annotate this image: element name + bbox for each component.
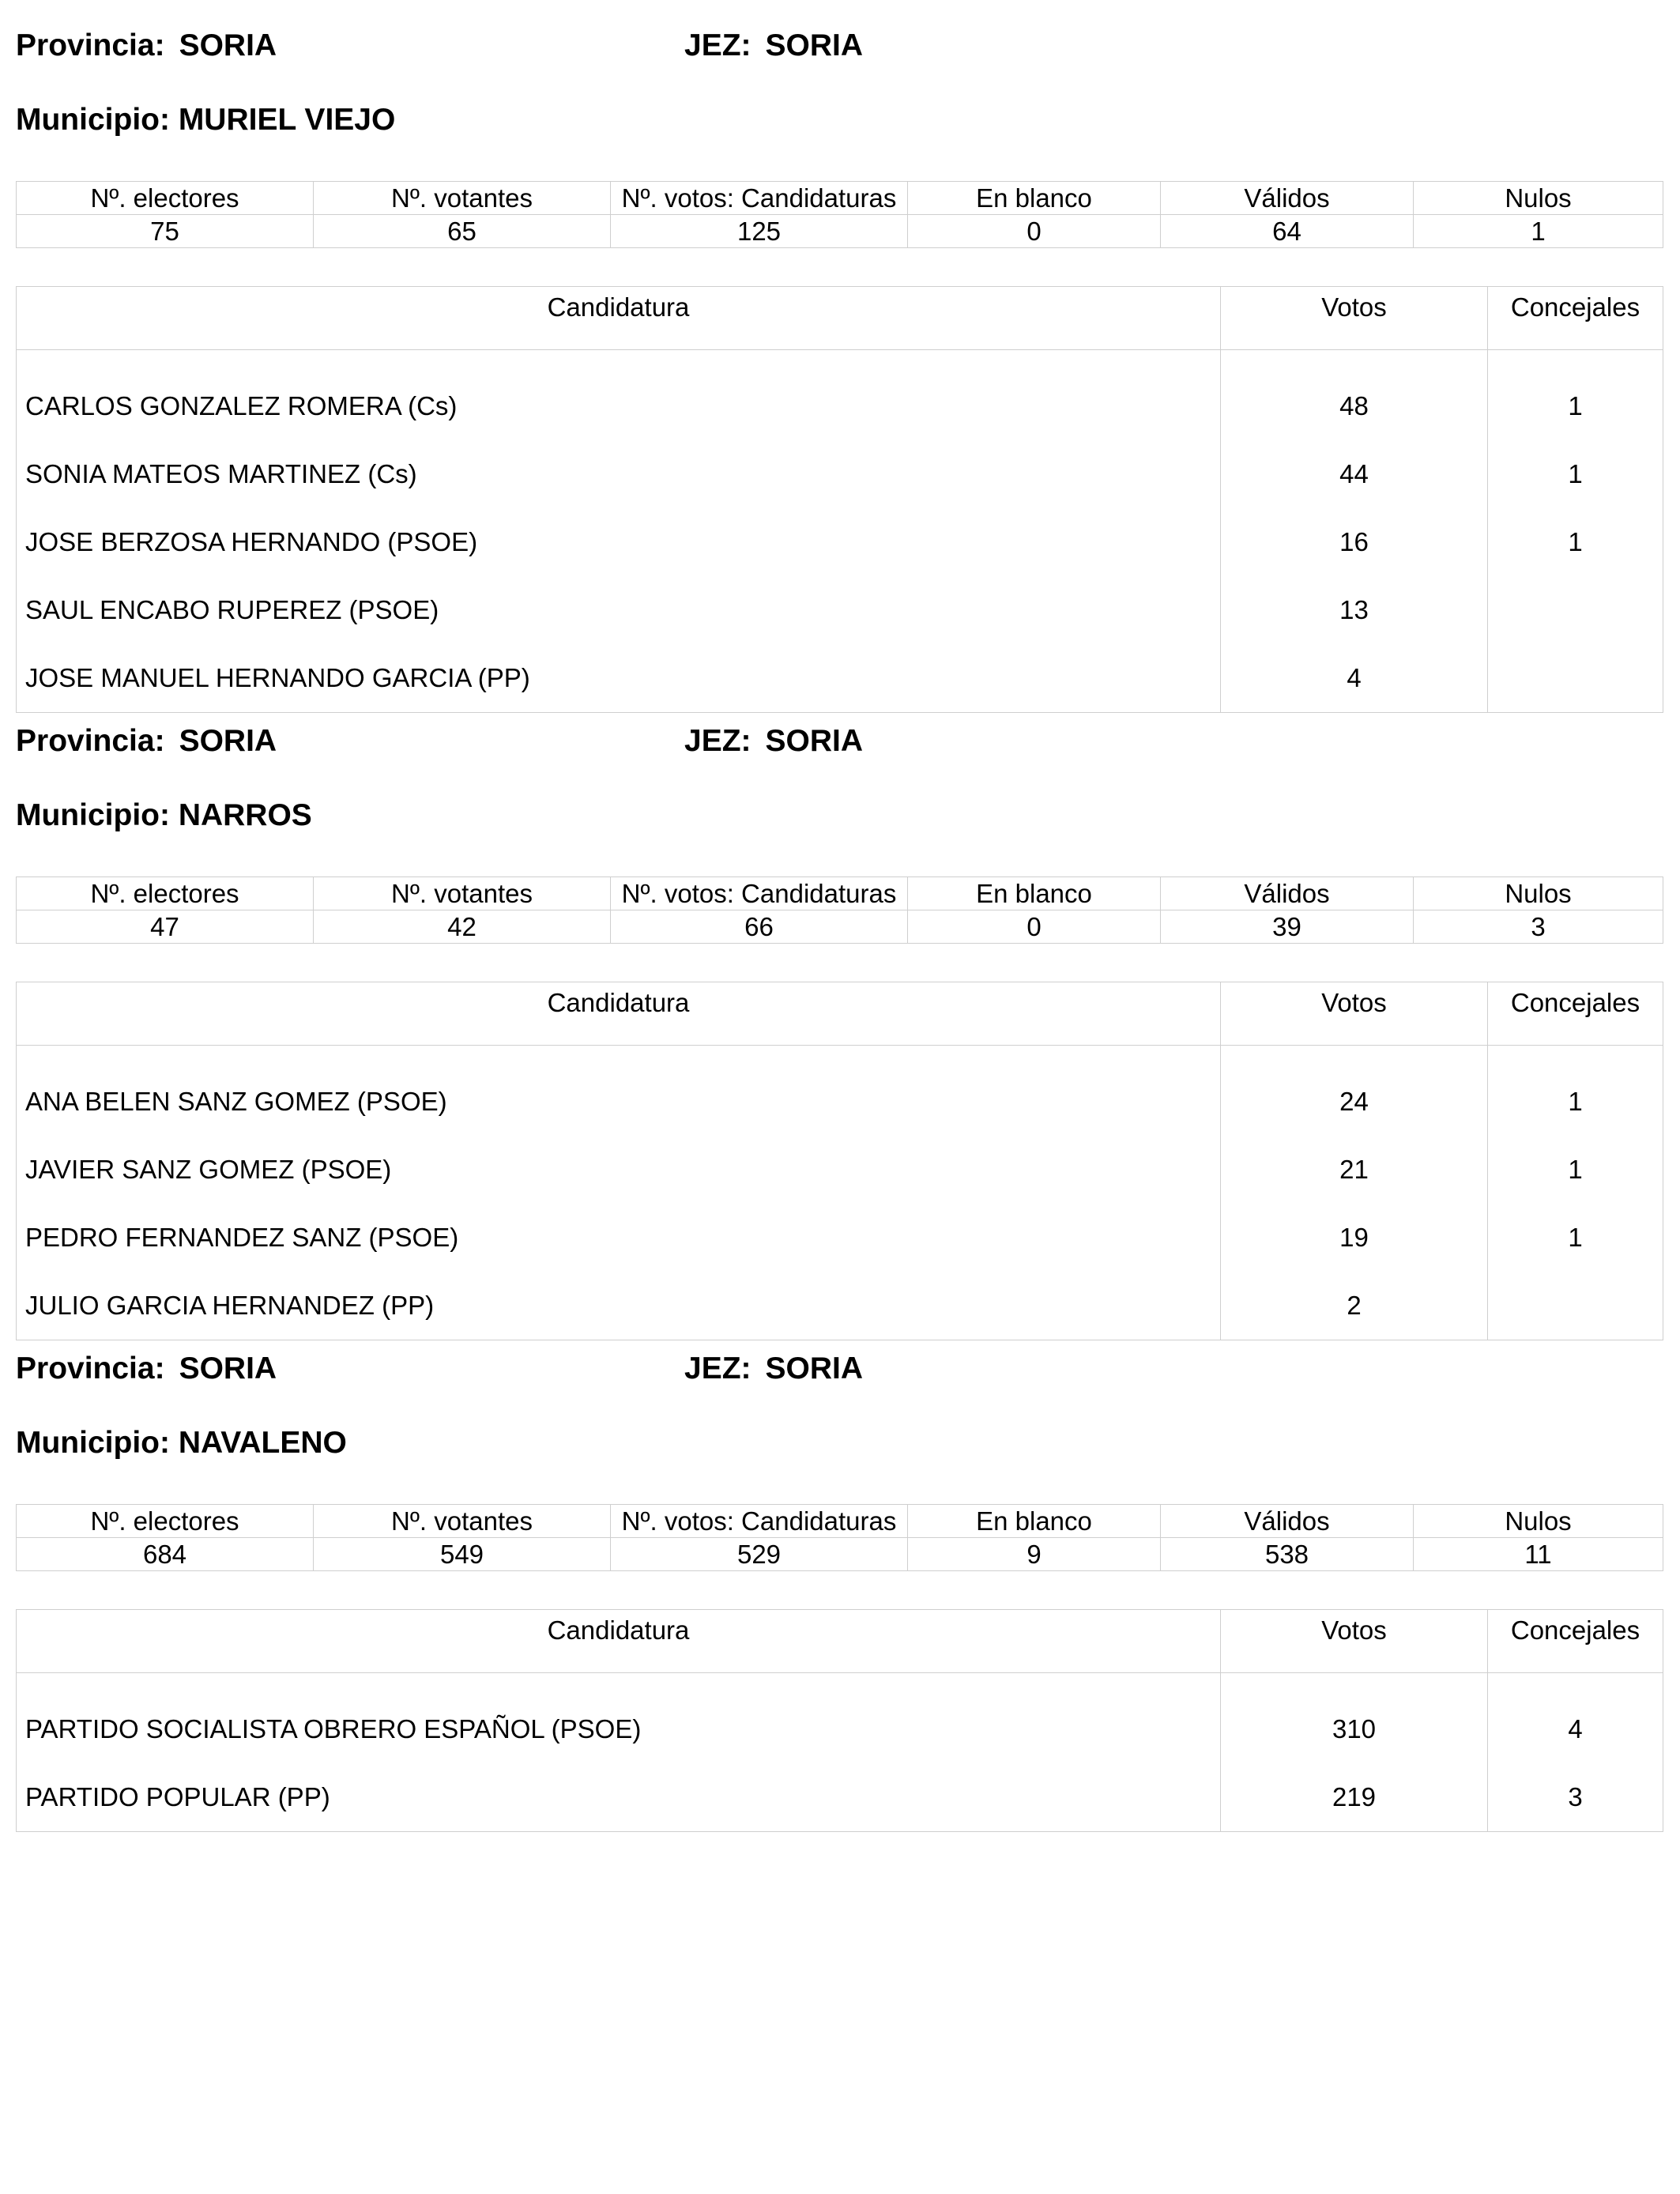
municipio-label: Municipio:	[16, 103, 170, 137]
candidate-name: CARLOS GONZALEZ ROMERA (Cs)	[17, 350, 1221, 440]
stats-value-cell: 64	[1161, 215, 1414, 248]
candidates-table	[16, 1609, 1663, 1832]
candidate-concejales	[1488, 644, 1663, 713]
candidate-name: JULIO GARCIA HERNANDEZ (PP)	[17, 1272, 1221, 1340]
candidates-header-row	[17, 1610, 1663, 1673]
stats-value-cell: 42	[314, 910, 611, 944]
stats-value-cell: 0	[908, 910, 1161, 944]
stats-value-row	[17, 215, 1663, 248]
candidate-row	[17, 350, 1663, 440]
stats-value-cell: 11	[1414, 1538, 1663, 1571]
stats-header-cell: Válidos	[1161, 1505, 1414, 1538]
candidate-row	[17, 644, 1663, 713]
jez-label: JEZ:	[684, 724, 751, 758]
stats-header-cell: En blanco	[908, 877, 1161, 910]
stats-header-cell: Nº. votantes	[314, 182, 611, 215]
provincia-header	[16, 1353, 277, 1384]
candidate-votos: 19	[1221, 1204, 1488, 1272]
municipio-label: Municipio:	[16, 798, 170, 832]
provincia-value: SORIA	[179, 724, 277, 758]
jez-header	[684, 1353, 863, 1384]
candidate-concejales: 1	[1488, 1136, 1663, 1204]
stats-value-cell: 529	[611, 1538, 908, 1571]
provincia-value: SORIA	[179, 28, 277, 62]
stats-value-cell: 47	[17, 910, 314, 944]
stats-table	[16, 876, 1663, 944]
stats-header-cell: Válidos	[1161, 182, 1414, 215]
stats-value-cell: 75	[17, 215, 314, 248]
municipio-value: NARROS	[178, 798, 312, 832]
stats-header-cell: Nº. electores	[17, 1505, 314, 1538]
candidate-concejales: 1	[1488, 350, 1663, 440]
jez-header	[684, 30, 863, 61]
candidate-concejales	[1488, 576, 1663, 644]
votos-header: Votos	[1221, 1610, 1488, 1673]
provincia-value: SORIA	[179, 1351, 277, 1385]
candidate-votos: 44	[1221, 440, 1488, 508]
candidate-name: PARTIDO POPULAR (PP)	[17, 1763, 1221, 1832]
candidate-concejales: 4	[1488, 1673, 1663, 1763]
stats-header-cell: Válidos	[1161, 877, 1414, 910]
stats-value-cell: 1	[1414, 215, 1663, 248]
candidate-row	[17, 440, 1663, 508]
votos-header: Votos	[1221, 287, 1488, 350]
candidate-name: JOSE MANUEL HERNANDO GARCIA (PP)	[17, 644, 1221, 713]
stats-value-cell: 39	[1161, 910, 1414, 944]
municipio-label: Municipio:	[16, 1426, 170, 1460]
stats-value-cell: 538	[1161, 1538, 1414, 1571]
candidate-name: SAUL ENCABO RUPEREZ (PSOE)	[17, 576, 1221, 644]
jez-value: SORIA	[765, 28, 864, 62]
municipio-value: MURIEL VIEJO	[178, 103, 396, 137]
candidate-name: SONIA MATEOS MARTINEZ (Cs)	[17, 440, 1221, 508]
jez-header	[684, 726, 863, 756]
stats-header-cell: Nº. votantes	[314, 1505, 611, 1538]
jez-value: SORIA	[765, 724, 864, 758]
stats-header-cell: En blanco	[908, 182, 1161, 215]
stats-value-cell: 66	[611, 910, 908, 944]
stats-header-cell: Nulos	[1414, 182, 1663, 215]
stats-value-cell: 0	[908, 215, 1161, 248]
candidate-votos: 16	[1221, 508, 1488, 576]
candidate-row	[17, 1763, 1663, 1832]
stats-header-row	[17, 877, 1663, 910]
candidate-row	[17, 1204, 1663, 1272]
candidate-name: JAVIER SANZ GOMEZ (PSOE)	[17, 1136, 1221, 1204]
candidate-concejales: 1	[1488, 508, 1663, 576]
stats-header-cell: Nº. votos: Candidaturas	[611, 1505, 908, 1538]
candidate-votos: 310	[1221, 1673, 1488, 1763]
provincia-label: Provincia:	[16, 724, 165, 758]
candidate-name: JOSE BERZOSA HERNANDO (PSOE)	[17, 508, 1221, 576]
provincia-header	[16, 30, 277, 61]
candidate-concejales	[1488, 1272, 1663, 1340]
candidate-name: PARTIDO SOCIALISTA OBRERO ESPAÑOL (PSOE)	[17, 1673, 1221, 1763]
candidate-row	[17, 1136, 1663, 1204]
stats-header-row	[17, 182, 1663, 215]
candidates-table	[16, 286, 1663, 713]
municipio-value: NAVALENO	[178, 1426, 347, 1460]
candidate-votos: 24	[1221, 1046, 1488, 1136]
candidate-row	[17, 508, 1663, 576]
candidate-concejales: 1	[1488, 1204, 1663, 1272]
municipio-header	[16, 104, 395, 135]
candidate-concejales: 1	[1488, 1046, 1663, 1136]
stats-value-cell: 3	[1414, 910, 1663, 944]
stats-header-cell: Nº. votos: Candidaturas	[611, 182, 908, 215]
stats-header-cell: Nº. electores	[17, 877, 314, 910]
candidate-row	[17, 576, 1663, 644]
candidate-votos: 13	[1221, 576, 1488, 644]
candidatura-header: Candidatura	[17, 287, 1221, 350]
votos-header: Votos	[1221, 982, 1488, 1046]
stats-header-cell: Nulos	[1414, 1505, 1663, 1538]
candidate-concejales: 1	[1488, 440, 1663, 508]
candidate-row	[17, 1046, 1663, 1136]
municipio-header	[16, 1427, 347, 1458]
candidate-row	[17, 1673, 1663, 1763]
candidates-header-row	[17, 982, 1663, 1046]
stats-value-cell: 9	[908, 1538, 1161, 1571]
stats-header-cell: Nº. electores	[17, 182, 314, 215]
stats-header-cell: Nulos	[1414, 877, 1663, 910]
candidate-row	[17, 1272, 1663, 1340]
municipio-header	[16, 800, 312, 831]
candidates-header-row	[17, 287, 1663, 350]
stats-value-cell: 65	[314, 215, 611, 248]
candidates-table	[16, 982, 1663, 1340]
stats-header-row	[17, 1505, 1663, 1538]
candidatura-header: Candidatura	[17, 982, 1221, 1046]
jez-value: SORIA	[765, 1351, 864, 1385]
stats-value-cell: 125	[611, 215, 908, 248]
candidate-votos: 4	[1221, 644, 1488, 713]
concejales-header: Concejales	[1488, 1610, 1663, 1673]
stats-value-cell: 684	[17, 1538, 314, 1571]
jez-label: JEZ:	[684, 1351, 751, 1385]
candidate-votos: 219	[1221, 1763, 1488, 1832]
candidate-votos: 48	[1221, 350, 1488, 440]
provincia-label: Provincia:	[16, 1351, 165, 1385]
candidate-votos: 21	[1221, 1136, 1488, 1204]
stats-header-cell: Nº. votos: Candidaturas	[611, 877, 908, 910]
concejales-header: Concejales	[1488, 982, 1663, 1046]
candidate-name: ANA BELEN SANZ GOMEZ (PSOE)	[17, 1046, 1221, 1136]
candidate-concejales: 3	[1488, 1763, 1663, 1832]
stats-table	[16, 1504, 1663, 1571]
stats-value-row	[17, 1538, 1663, 1571]
provincia-header	[16, 726, 277, 756]
stats-header-cell: En blanco	[908, 1505, 1161, 1538]
provincia-label: Provincia:	[16, 28, 165, 62]
stats-value-row	[17, 910, 1663, 944]
stats-header-cell: Nº. votantes	[314, 877, 611, 910]
stats-table	[16, 181, 1663, 248]
stats-value-cell: 549	[314, 1538, 611, 1571]
jez-label: JEZ:	[684, 28, 751, 62]
candidatura-header: Candidatura	[17, 1610, 1221, 1673]
candidate-name: PEDRO FERNANDEZ SANZ (PSOE)	[17, 1204, 1221, 1272]
concejales-header: Concejales	[1488, 287, 1663, 350]
candidate-votos: 2	[1221, 1272, 1488, 1340]
